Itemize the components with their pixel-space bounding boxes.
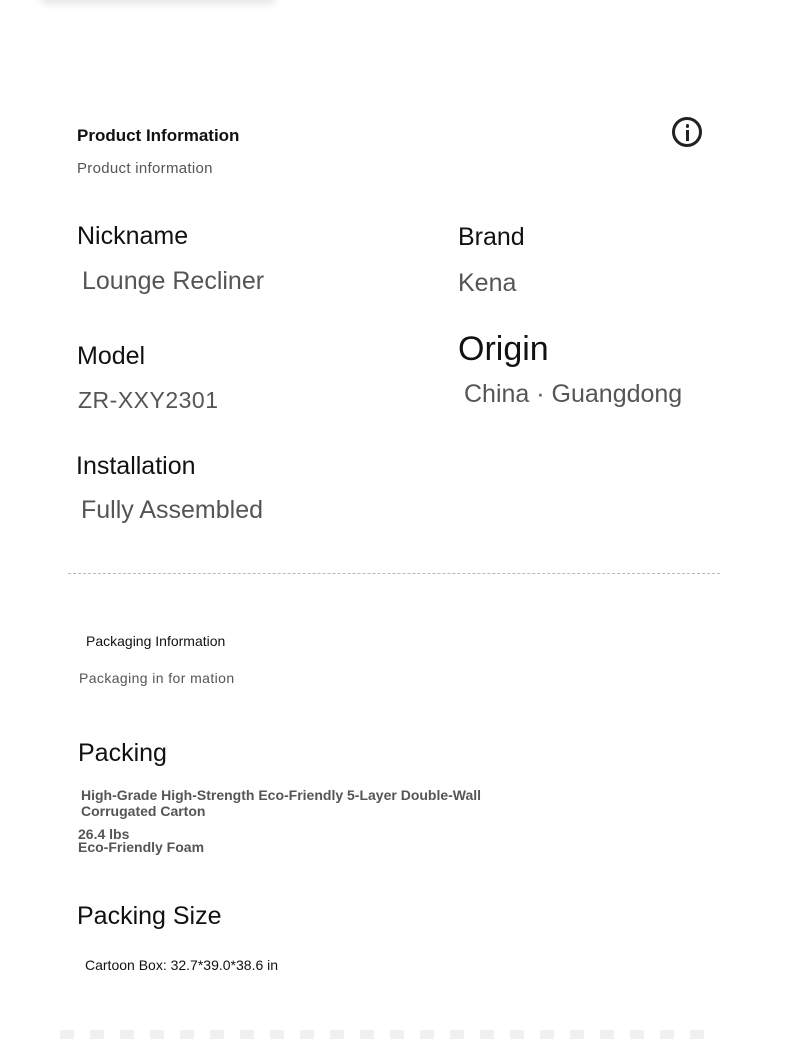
packing-material: High-Grade High-Strength Eco-Friendly 5-Layer Double-Wall Corrugated Carton <box>81 787 482 819</box>
model-value: ZR-XXY2301 <box>78 387 219 413</box>
section-divider <box>68 573 720 574</box>
installation-label: Installation <box>76 452 196 480</box>
packaging-info-title: Packaging Information <box>86 633 226 649</box>
origin-value: China · Guangdong <box>464 380 683 408</box>
packing-size-value: Cartoon Box: 32.7*39.0*38.6 in <box>85 957 279 973</box>
brand-value: Kena <box>458 269 517 297</box>
brand-label: Brand <box>458 223 525 251</box>
packing-weight: 26.4 lbs <box>78 826 130 842</box>
packing-filler: Eco-Friendly Foam <box>78 839 205 855</box>
installation-value: Fully Assembled <box>81 496 264 524</box>
packing-label: Packing <box>78 739 167 767</box>
nickname-value: Lounge Recliner <box>82 267 265 295</box>
bottom-fade <box>60 1030 720 1039</box>
nickname-label: Nickname <box>77 222 189 250</box>
product-info-title: Product Information <box>77 126 240 145</box>
info-icon[interactable] <box>672 117 702 147</box>
packaging-info-subtitle: Packaging in for mation <box>79 670 235 686</box>
model-label: Model <box>77 342 146 370</box>
product-info-subtitle: Product information <box>77 160 213 177</box>
packing-size-label: Packing Size <box>77 902 222 930</box>
origin-label: Origin <box>458 330 549 368</box>
